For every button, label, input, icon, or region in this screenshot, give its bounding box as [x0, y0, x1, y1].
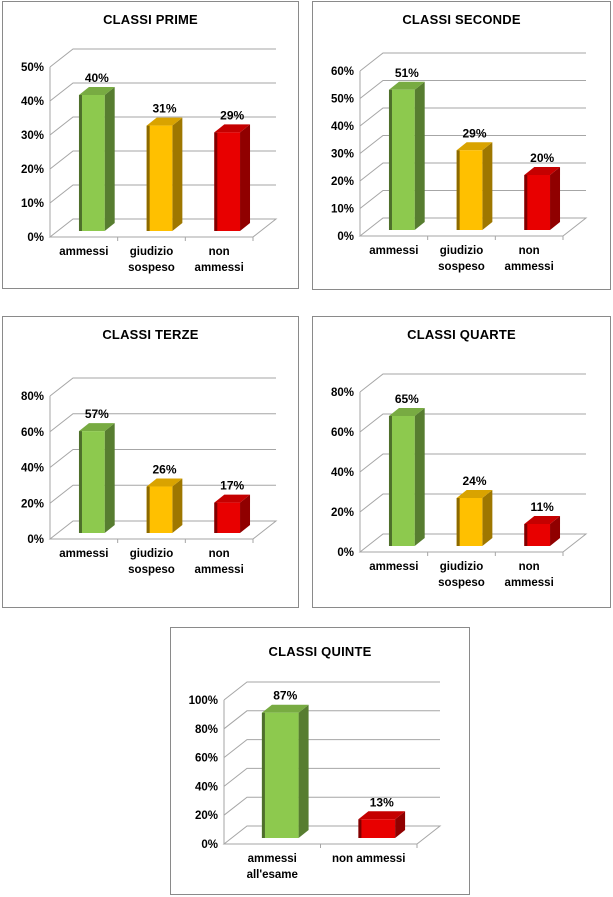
y-tick-label: 60%	[20, 426, 44, 439]
bar-left-edge	[524, 175, 527, 230]
category-label: giudizio	[129, 246, 174, 258]
bar-side	[482, 490, 492, 546]
bar	[214, 132, 240, 231]
bar	[457, 150, 483, 230]
category-label: all'esame	[246, 869, 298, 881]
bar	[214, 503, 240, 533]
chart-classi-prime	[2, 1, 299, 289]
y-tick-label: 0%	[27, 232, 44, 244]
bar-side	[172, 118, 182, 231]
floor	[224, 826, 440, 844]
y-tick-label: 20%	[330, 507, 354, 519]
bar-side	[415, 82, 425, 230]
bar-side	[240, 124, 250, 231]
bar	[79, 431, 105, 533]
data-label: 40%	[84, 71, 109, 85]
y-tick-label: 0%	[201, 839, 218, 851]
bar-left-edge	[262, 713, 265, 838]
bar-left-edge	[358, 819, 361, 838]
chart-plot-classi-quinte	[171, 628, 469, 894]
chart-plot-classi-prime	[3, 2, 298, 288]
y-tick-label: 60%	[330, 427, 354, 439]
category-label: ammessi	[369, 245, 419, 257]
chart-classi-quinte	[170, 627, 470, 895]
data-label: 29%	[462, 126, 487, 141]
bar-side	[105, 423, 115, 533]
bar-left-edge	[457, 498, 460, 546]
category-label: non	[518, 561, 540, 573]
chart-plot-classi-quarte	[313, 317, 610, 607]
data-label: 29%	[220, 108, 245, 123]
bar-side	[299, 705, 309, 838]
bar-left-edge	[79, 95, 82, 231]
bar-left-edge	[389, 416, 392, 546]
chart-canvas	[171, 628, 469, 894]
chart-plot-classi-seconde	[313, 2, 610, 289]
gridline	[224, 797, 440, 815]
category-label: giudizio	[439, 561, 484, 573]
chart-title-classi-quinte: CLASSI QUINTE	[268, 644, 372, 659]
y-tick-label: 40%	[194, 781, 218, 794]
bar	[457, 498, 483, 546]
y-tick-label: 40%	[20, 462, 44, 475]
y-tick-label: 20%	[194, 810, 218, 823]
y-tick-label: 100%	[188, 695, 218, 707]
y-tick-label: 30%	[20, 130, 44, 142]
chart-plot-classi-terze	[3, 317, 298, 607]
bar-left-edge	[214, 132, 217, 231]
bar	[147, 487, 173, 533]
bar-left-edge	[389, 90, 392, 230]
bar	[389, 416, 415, 546]
category-label: sospeso	[128, 262, 175, 274]
y-tick-label: 80%	[194, 723, 218, 736]
bar	[262, 713, 299, 838]
chart-title-classi-seconde: CLASSI SECONDE	[402, 12, 521, 27]
bar	[358, 819, 395, 838]
category-label: non	[518, 245, 540, 257]
bar	[524, 524, 550, 546]
gridline	[224, 768, 440, 786]
bar	[389, 90, 415, 230]
category-label: ammessi	[504, 577, 554, 589]
chart-title-classi-terze: CLASSI TERZE	[102, 327, 199, 342]
bar-left-edge	[79, 431, 82, 533]
chart-canvas	[313, 317, 610, 607]
category-label: ammessi	[504, 261, 554, 273]
category-label: non	[208, 246, 230, 258]
y-tick-label: 10%	[330, 203, 354, 216]
bar-left-edge	[457, 150, 460, 230]
y-tick-label: 20%	[20, 164, 44, 176]
bar	[147, 126, 173, 231]
category-label: giudizio	[129, 548, 174, 560]
y-tick-label: 40%	[20, 96, 44, 108]
bar-side	[105, 87, 115, 231]
category-label: giudizio	[439, 245, 484, 257]
category-label: ammessi	[247, 853, 297, 865]
bar-side	[415, 408, 425, 546]
chart-classi-seconde	[312, 1, 611, 290]
y-tick-label: 40%	[330, 121, 354, 133]
bar	[524, 175, 550, 230]
bar-left-edge	[214, 503, 217, 533]
bar-side	[482, 142, 492, 230]
bar	[79, 95, 105, 231]
data-label: 24%	[462, 474, 487, 488]
category-label: ammessi	[369, 561, 419, 573]
bar-side	[172, 479, 182, 533]
y-tick-label: 20%	[330, 176, 354, 188]
chart-classi-terze	[2, 316, 299, 608]
gridline	[50, 378, 276, 396]
data-label: 20%	[530, 151, 555, 165]
data-label: 17%	[220, 478, 245, 493]
category-label: sospeso	[128, 564, 175, 576]
chart-canvas	[3, 2, 298, 288]
bar-left-edge	[147, 126, 150, 231]
gridline	[224, 740, 440, 758]
gridline	[360, 374, 586, 392]
category-label: ammessi	[194, 262, 244, 274]
category-label: sospeso	[438, 261, 485, 273]
y-tick-label: 0%	[27, 534, 44, 546]
y-tick-label: 80%	[20, 391, 44, 403]
y-tick-label: 0%	[337, 547, 354, 559]
gridline	[50, 49, 276, 67]
bar-left-edge	[524, 524, 527, 546]
y-tick-label: 40%	[330, 467, 354, 479]
category-label: ammessi	[59, 246, 109, 258]
chart-classi-quarte	[312, 316, 611, 608]
data-label: 13%	[369, 795, 394, 810]
data-label: 31%	[152, 101, 177, 116]
category-label: ammessi	[194, 564, 244, 576]
chart-title-classi-quarte: CLASSI QUARTE	[407, 327, 516, 342]
data-label: 57%	[84, 407, 109, 422]
category-label: non ammessi	[332, 853, 406, 865]
y-tick-label: 80%	[330, 387, 354, 399]
y-tick-label: 60%	[194, 752, 218, 765]
category-label: ammessi	[59, 548, 109, 560]
y-tick-label: 0%	[337, 231, 354, 243]
y-tick-label: 50%	[20, 62, 44, 74]
category-label: non	[208, 548, 230, 560]
data-label: 87%	[273, 688, 298, 703]
data-label: 11%	[530, 500, 554, 514]
data-label: 65%	[394, 392, 419, 406]
chart-canvas	[313, 2, 610, 289]
chart-title-classi-prime: CLASSI PRIME	[103, 12, 198, 27]
gridline	[224, 682, 440, 700]
y-tick-label: 60%	[330, 66, 354, 78]
bar-left-edge	[147, 487, 150, 533]
bar-side	[550, 167, 560, 230]
gridline	[224, 711, 440, 729]
y-tick-label: 20%	[20, 498, 44, 511]
y-tick-label: 50%	[330, 93, 354, 106]
chart-canvas	[3, 317, 298, 607]
data-label: 51%	[394, 65, 419, 80]
category-label: sospeso	[438, 577, 485, 589]
y-tick-label: 10%	[20, 198, 44, 210]
data-label: 26%	[152, 462, 177, 477]
y-tick-label: 30%	[330, 148, 354, 161]
